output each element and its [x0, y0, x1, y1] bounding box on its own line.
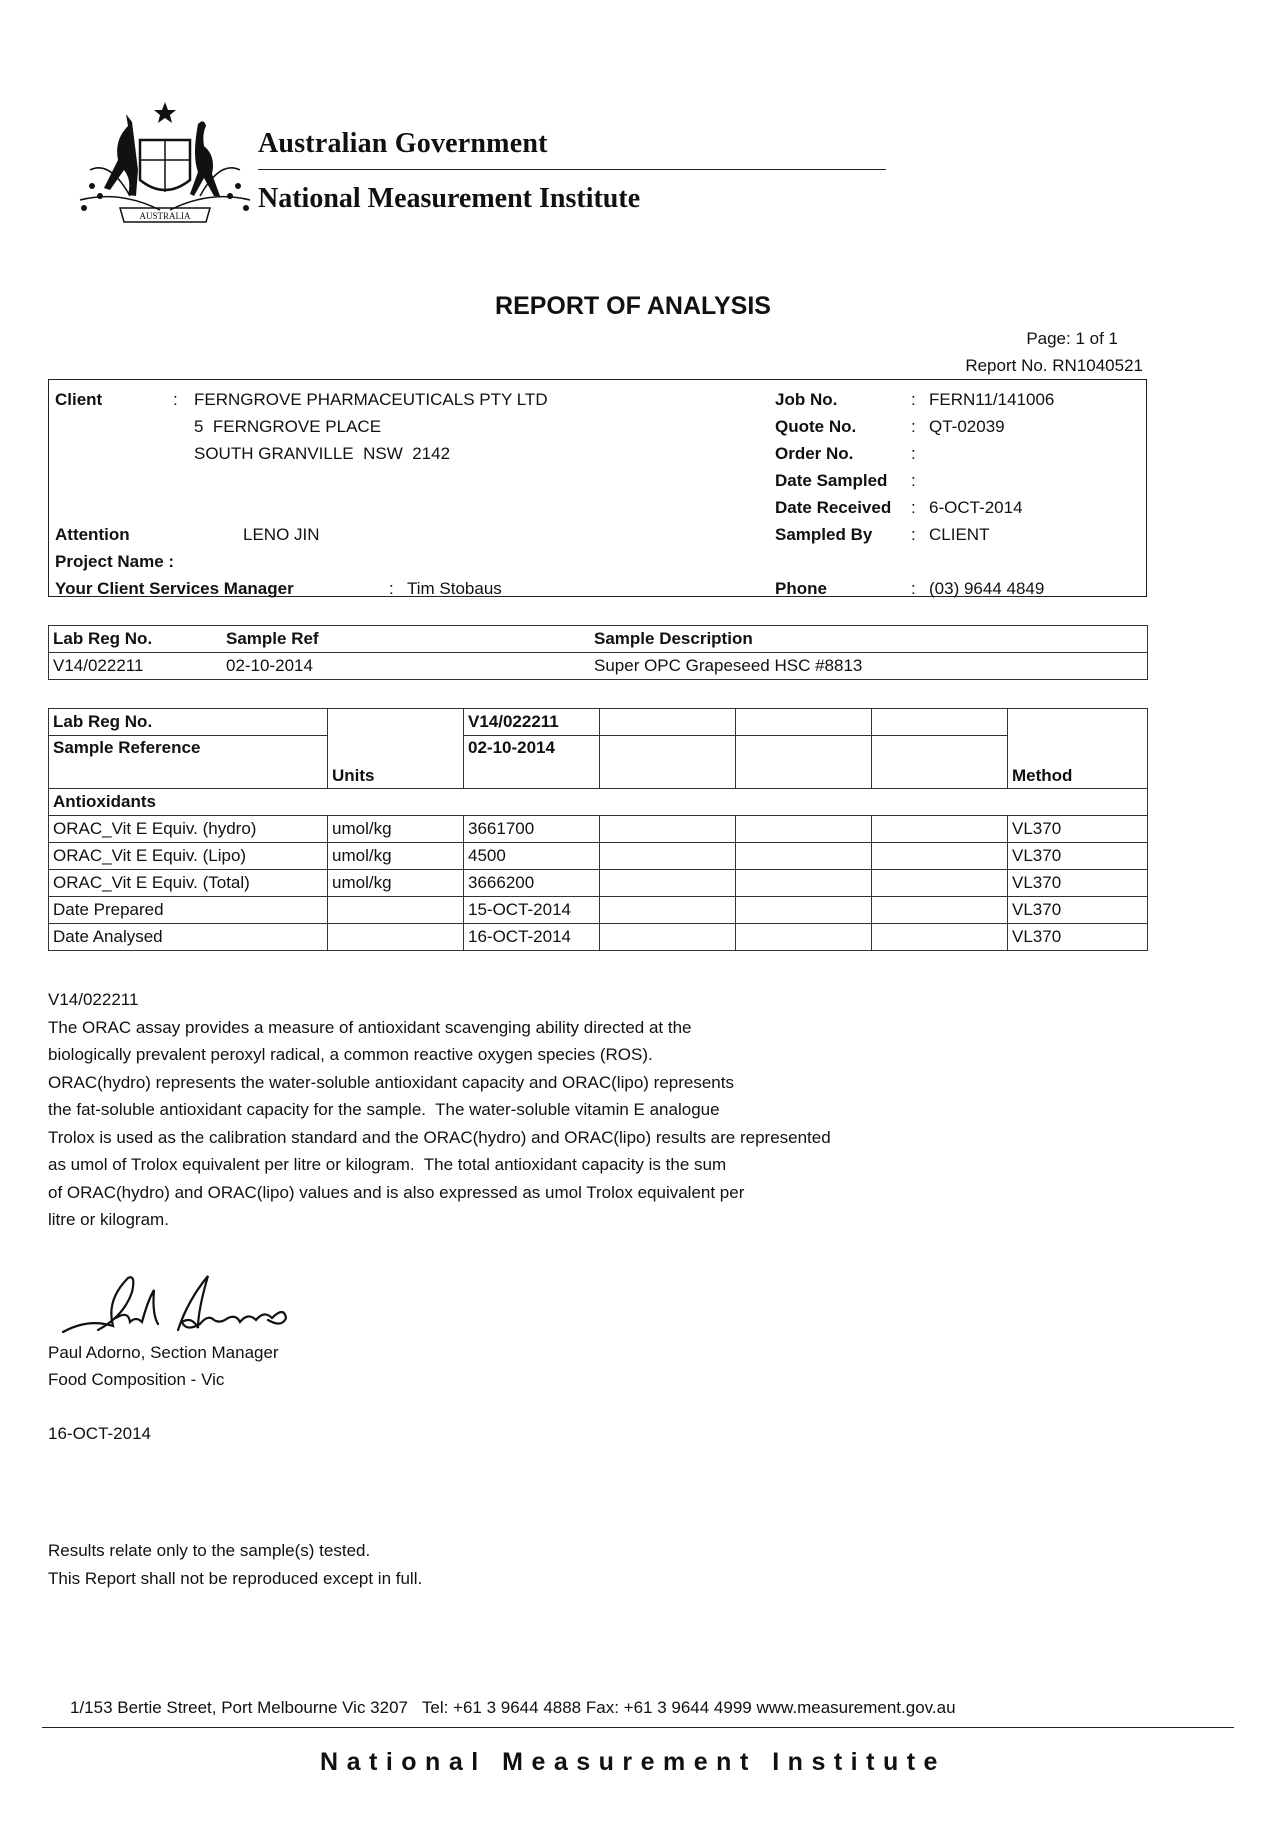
table-header-row [49, 709, 1148, 736]
header-divider [258, 169, 886, 170]
signoff-date: 16-OCT-2014 [48, 1424, 151, 1443]
analyte-method: VL370 [1008, 870, 1148, 897]
colon: : [173, 390, 178, 409]
job-no-value: FERN11/141006 [929, 390, 1055, 409]
footer-address: 1/153 Bertie Street, Port Melbourne Vic 3207 Tel: +61 3 9644 4888 Fax: +61 3 9644 4999 www.measurement.gov.au [70, 1698, 956, 1717]
colon: : [911, 390, 916, 409]
notes-line: the fat-soluble antioxidant capacity for the sample. The water-soluble vitamin E analogue [48, 1100, 720, 1119]
colon: : [389, 579, 394, 598]
table-header-cell: Sample Ref [222, 626, 590, 653]
order-no-label: Order No. [775, 444, 854, 463]
report-number: Report No. RN1040521 [965, 356, 1143, 375]
empty-cell [872, 897, 1008, 924]
phone-value: (03) 9644 4849 [929, 579, 1045, 598]
colon: : [911, 498, 916, 517]
table-header-cell: Sample Description [590, 626, 1148, 653]
method-header: Method [1008, 709, 1148, 789]
analyte-units: umol/kg [328, 870, 464, 897]
analyte-name: Date Analysed [49, 924, 328, 951]
sampled-by-value: CLIENT [929, 525, 990, 544]
sample-ref-value: 02-10-2014 [464, 736, 600, 789]
analyte-value: 3661700 [464, 816, 600, 843]
analyte-method: VL370 [1008, 897, 1148, 924]
empty-cell [600, 843, 736, 870]
empty-cell [736, 870, 872, 897]
analyte-name: Date Prepared [49, 897, 328, 924]
colon: : [911, 471, 916, 490]
empty-cell [736, 736, 872, 789]
colon: : [911, 525, 916, 544]
notes-line: The ORAC assay provides a measure of antioxidant scavenging ability directed at the [48, 1017, 692, 1037]
results-table [48, 708, 1148, 951]
sample-table [48, 625, 1148, 680]
analyte-value: 3666200 [464, 870, 600, 897]
handwritten-signature [58, 1270, 338, 1350]
colon: : [911, 417, 916, 436]
empty-cell [736, 897, 872, 924]
empty-cell [872, 709, 1008, 736]
empty-cell [736, 816, 872, 843]
table-row [49, 816, 1148, 843]
table-header-row [49, 736, 1148, 789]
analyte-name: ORAC_Vit E Equiv. (hydro) [49, 816, 328, 843]
empty-cell [872, 843, 1008, 870]
signer-department: Food Composition - Vic [48, 1370, 225, 1389]
manager-value: Tim Stobaus [407, 579, 502, 598]
empty-cell [600, 870, 736, 897]
sample-ref-label: Sample Reference [49, 736, 328, 789]
attention-label: Attention [55, 525, 130, 544]
table-cell: V14/022211 [49, 653, 223, 680]
phone-label: Phone [775, 579, 827, 598]
notes-paragraph [48, 986, 948, 1234]
analyte-name: ORAC_Vit E Equiv. (Lipo) [49, 843, 328, 870]
coat-of-arms-logo [70, 100, 260, 230]
empty-cell [736, 924, 872, 951]
table-cell: Super OPC Grapeseed HSC #8813 [590, 653, 1148, 680]
empty-cell [872, 736, 1008, 789]
notes-line: biologically prevalent peroxyl radical, a common reactive oxygen species (ROS). [48, 1045, 653, 1064]
analyte-units: umol/kg [328, 843, 464, 870]
project-name-label: Project Name : [55, 552, 175, 571]
manager-label: Your Client Services Manager [55, 579, 294, 598]
client-address-line1: 5 FERNGROVE PLACE [194, 417, 382, 436]
analyte-units [328, 924, 464, 951]
date-received-label: Date Received [775, 498, 892, 517]
analyte-units [328, 897, 464, 924]
empty-cell [872, 924, 1008, 951]
footer-brand: National Measurement Institute [320, 1748, 946, 1776]
empty-cell [872, 816, 1008, 843]
analyte-value: 4500 [464, 843, 600, 870]
client-label: Client [55, 390, 103, 409]
lab-reg-value: V14/022211 [464, 709, 600, 736]
analyte-method: VL370 [1008, 816, 1148, 843]
client-address-line2: SOUTH GRANVILLE NSW 2142 [194, 444, 451, 463]
report-title: REPORT OF ANALYSIS [495, 292, 771, 320]
empty-cell [600, 897, 736, 924]
client-name: FERNGROVE PHARMACEUTICALS PTY LTD [194, 390, 548, 409]
table-header-row [49, 626, 1148, 653]
notes-line: ORAC(hydro) represents the water-soluble antioxidant capacity and ORAC(lipo) represents [48, 1072, 734, 1092]
table-row [49, 870, 1148, 897]
quote-no-label: Quote No. [775, 417, 857, 436]
empty-cell [736, 843, 872, 870]
analyte-method: VL370 [1008, 843, 1148, 870]
attention-value: LENO JIN [243, 525, 320, 544]
empty-cell [600, 709, 736, 736]
empty-cell [600, 736, 736, 789]
notes-line: of ORAC(hydro) and ORAC(lipo) values and is also expressed as umol Trolox equivalent per [48, 1182, 745, 1202]
analyte-value: 15-OCT-2014 [464, 897, 600, 924]
disclaimer-line: Results relate only to the sample(s) tested. [48, 1541, 371, 1560]
notes-line: Trolox is used as the calibration standard and the ORAC(hydro) and ORAC(lipo) results are represented [48, 1127, 831, 1147]
lab-reg-label: Lab Reg No. [49, 709, 328, 736]
quote-no-value: QT-02039 [929, 417, 1005, 436]
table-row [49, 897, 1148, 924]
notes-line: V14/022211 [48, 990, 139, 1009]
disclaimer [48, 1537, 422, 1592]
table-header-cell: Lab Reg No. [49, 626, 223, 653]
table-cell: 02-10-2014 [222, 653, 590, 680]
job-no-label: Job No. [775, 390, 838, 409]
table-row [49, 843, 1148, 870]
date-received-value: 6-OCT-2014 [929, 498, 1023, 517]
notes-line: litre or kilogram. [48, 1210, 169, 1229]
analyte-name: ORAC_Vit E Equiv. (Total) [49, 870, 328, 897]
analyte-value: 16-OCT-2014 [464, 924, 600, 951]
government-title: Australian Government [258, 128, 548, 159]
empty-cell [600, 924, 736, 951]
table-row [49, 653, 1148, 680]
empty-cell [736, 709, 872, 736]
date-sampled-label: Date Sampled [775, 471, 888, 490]
colon: : [911, 579, 916, 598]
section-label: Antioxidants [49, 789, 1148, 816]
signer-name: Paul Adorno, Section Manager [48, 1343, 279, 1362]
crest-scroll-text: AUSTRALIA [139, 211, 191, 221]
disclaimer-line: This Report shall not be reproduced except in full. [48, 1568, 423, 1588]
units-header: Units [328, 709, 464, 789]
table-row [49, 924, 1148, 951]
notes-line: as umol of Trolox equivalent per litre or kilogram. The total antioxidant capacity is the sum [48, 1155, 727, 1174]
section-row [49, 789, 1148, 816]
analyte-units: umol/kg [328, 816, 464, 843]
analyte-method: VL370 [1008, 924, 1148, 951]
footer-divider [42, 1727, 1234, 1728]
empty-cell [872, 870, 1008, 897]
empty-cell [600, 816, 736, 843]
colon: : [911, 444, 916, 463]
institute-title: National Measurement Institute [258, 183, 641, 214]
client-details-box [48, 379, 1147, 597]
page-indicator: Page: 1 of 1 [1026, 329, 1118, 348]
sampled-by-label: Sampled By [775, 525, 873, 544]
